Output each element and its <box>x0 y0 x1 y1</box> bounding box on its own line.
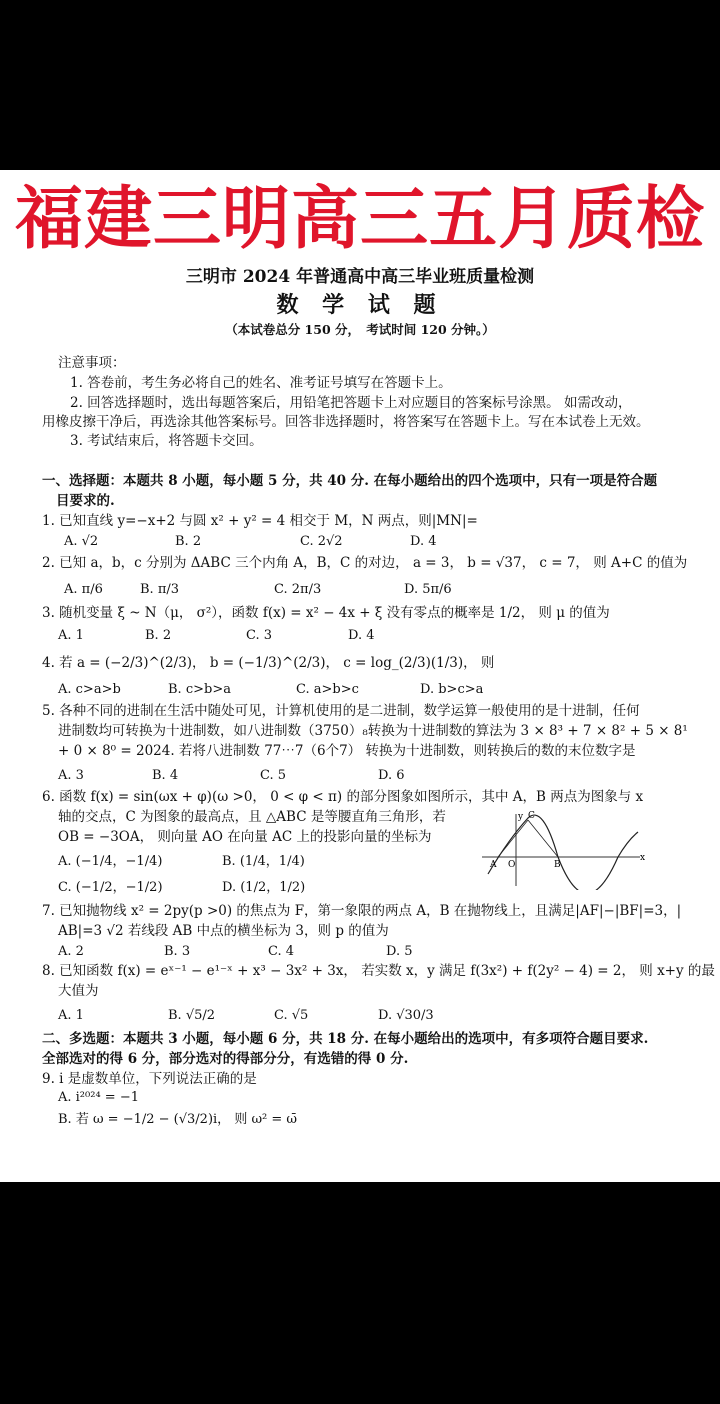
label-x: x <box>640 853 646 863</box>
q5-option-a: A. 3 <box>58 768 84 783</box>
q8-option-c: C. √5 <box>274 1008 309 1023</box>
notice-item-1: 1. 答卷前，考生务必将自己的姓名、准考证号填写在答题卡上。 <box>70 375 452 391</box>
q7-option-b: B. 3 <box>164 944 191 959</box>
sine-curve <box>488 815 638 890</box>
q3-option-c: C. 3 <box>246 628 273 643</box>
q8-line-1: 8. 已知函数 f(x) = eˣ⁻¹ − e¹⁻ˣ + x³ − 3x² + 3x， 若实数 x，y 满足 f(3x²) + f(2y² − 4) = 2， 则 x+y 的最 <box>42 963 715 979</box>
q6-option-d: D. (1/2，1/2) <box>222 880 306 895</box>
section2-heading: 二、多选题：本题共 3 小题，每小题 6 分，共 18 分. 在每小题给出的选项中，有多项符合题目要求. <box>42 1031 649 1047</box>
segment-cb <box>528 820 558 857</box>
q2-option-a: A. π/6 <box>64 582 103 597</box>
q5-line-2: 进制数均可转换为十进制数，如八进制数（3750）₈转换为十进制数的算法为 3 × 8³ + 7 × 8² + 5 × 8¹ <box>58 723 688 739</box>
section1-heading: 一、选择题：本题共 8 小题，每小题 5 分，共 40 分. 在每小题给出的四个选项中，只有一项是符合题 <box>42 473 658 489</box>
label-b: B <box>554 860 561 870</box>
q9-option-b: B. 若 ω = −1/2 − (√3/2)i， 则 ω² = ω̄ <box>58 1112 298 1127</box>
segment-ac <box>498 820 528 857</box>
q8-option-b: B. √5/2 <box>168 1008 216 1023</box>
q1-option-c: C. 2√2 <box>300 534 343 549</box>
q8-option-a: A. 1 <box>58 1008 84 1023</box>
q6-line-1: 6. 函数 f(x) = sin(ωx + φ)(ω >0， 0 < φ < π) 的部分图象如图所示，其中 A，B 两点为图象与 x <box>42 789 644 805</box>
q5-option-d: D. 6 <box>378 768 405 783</box>
section2-heading-2: 全部选对的得 6 分，部分选对的得部分分，有选错的得 0 分. <box>42 1051 409 1067</box>
q4-option-c: C. a>b>c <box>296 682 359 697</box>
q7-option-c: C. 4 <box>268 944 295 959</box>
label-c: C <box>528 811 535 821</box>
q5-option-c: C. 5 <box>260 768 287 783</box>
q5-option-b: B. 4 <box>152 768 179 783</box>
q3-option-a: A. 1 <box>58 628 84 643</box>
q2-option-d: D. 5π/6 <box>404 582 452 597</box>
q2-option-c: C. 2π/3 <box>274 582 322 597</box>
q1-option-d: D. 4 <box>410 534 437 549</box>
q1-option-a: A. √2 <box>64 534 99 549</box>
q7-line-1: 7. 已知抛物线 x² = 2py(p >0) 的焦点为 F，第一象限的两点 A，B 在抛物线上，且满足|AF|−|BF|=3，| <box>42 903 682 919</box>
notice-item-2a: 2. 回答选择题时，选出每题答案后，用铅笔把答题卡上对应题目的答案标号涂黑。 如需改动， <box>70 395 632 411</box>
banner-title: 福建三明高三五月质检 <box>14 180 705 259</box>
exam-title: 三明市 2024 年普通高中高三毕业班质量检测 <box>185 267 535 287</box>
q1-option-b: B. 2 <box>175 534 202 549</box>
q4-option-b: B. c>b>a <box>168 682 231 697</box>
q3-stem: 3. 随机变量 ξ ~ N（μ， σ²），函数 f(x) = x² − 4x + ξ 没有零点的概率是 1/2， 则 μ 的值为 <box>42 605 610 621</box>
q3-option-b: B. 2 <box>145 628 172 643</box>
subject-title: 数 学 试 题 <box>276 292 444 318</box>
q4-stem: 4. 若 a = (−2/3)^(2/3)， b = (−1/3)^(2/3)， c = log_(2/3)(1/3)， 则 <box>42 655 495 671</box>
q1-stem: 1. 已知直线 y=−x+2 与圆 x² + y² = 4 相交于 M，N 两点，则|MN|= <box>42 513 478 529</box>
q9-stem: 9. i 是虚数单位，下列说法正确的是 <box>42 1071 257 1087</box>
notice-item-3: 3. 考试结束后，将答题卡交回。 <box>70 433 263 449</box>
label-a: A <box>490 860 497 870</box>
q2-stem: 2. 已知 a，b，c 分别为 ΔABC 三个内角 A，B，C 的对边， a = 3， b = √37， c = 7， 则 A+C 的值为 <box>42 555 688 571</box>
label-o: O <box>508 860 516 870</box>
q8-line-2: 大值为 <box>58 983 99 999</box>
section1-heading-2: 目要求的. <box>56 493 115 509</box>
q4-option-d: D. b>c>a <box>420 682 484 697</box>
q9-option-a: A. i²⁰²⁴ = −1 <box>58 1090 139 1105</box>
q6-line-3: OB = −3OA， 则向量 AO 在向量 AC 上的投影向量的坐标为 <box>58 829 432 845</box>
q6-option-b: B. (1/4，1/4) <box>222 854 305 869</box>
exam-subtitle: （本试卷总分 150 分， 考试时间 120 分钟。） <box>225 322 495 337</box>
q7-option-d: D. 5 <box>386 944 413 959</box>
q6-option-a: A. (−1/4，−1/4) <box>58 854 163 869</box>
q5-line-1: 5. 各种不同的进制在生活中随处可见，计算机使用的是二进制，数学运算一般使用的是十进制，任何 <box>42 703 640 719</box>
q3-option-d: D. 4 <box>348 628 375 643</box>
q5-line-3: + 0 × 8⁰ = 2024. 若将八进制数 77⋯7（6个7） 转换为十进制数，则转换后的数的末位数字是 <box>58 743 636 759</box>
q4-option-a: A. c>a>b <box>58 682 121 697</box>
notice-heading: 注意事项： <box>58 355 126 371</box>
q7-option-a: A. 2 <box>58 944 84 959</box>
q7-line-2: AB|=3 √2 若线段 AB 中点的横坐标为 3，则 p 的值为 <box>58 923 389 939</box>
q6-sine-graph <box>478 810 648 890</box>
q2-option-b: B. π/3 <box>140 582 180 597</box>
q6-line-2: 轴的交点，C 为图象的最高点，且 △ABC 是等腰直角三角形，若 <box>58 809 446 825</box>
exam-paper <box>0 170 720 1182</box>
q6-option-c: C. (−1/2，−1/2) <box>58 880 163 895</box>
label-y: y <box>518 812 524 822</box>
q8-option-d: D. √30/3 <box>378 1008 434 1023</box>
notice-item-2b: 用橡皮擦干净后，再选涂其他答案标号。回答非选择题时，将答案写在答题卡上。写在本试卷上无效。 <box>42 414 650 430</box>
